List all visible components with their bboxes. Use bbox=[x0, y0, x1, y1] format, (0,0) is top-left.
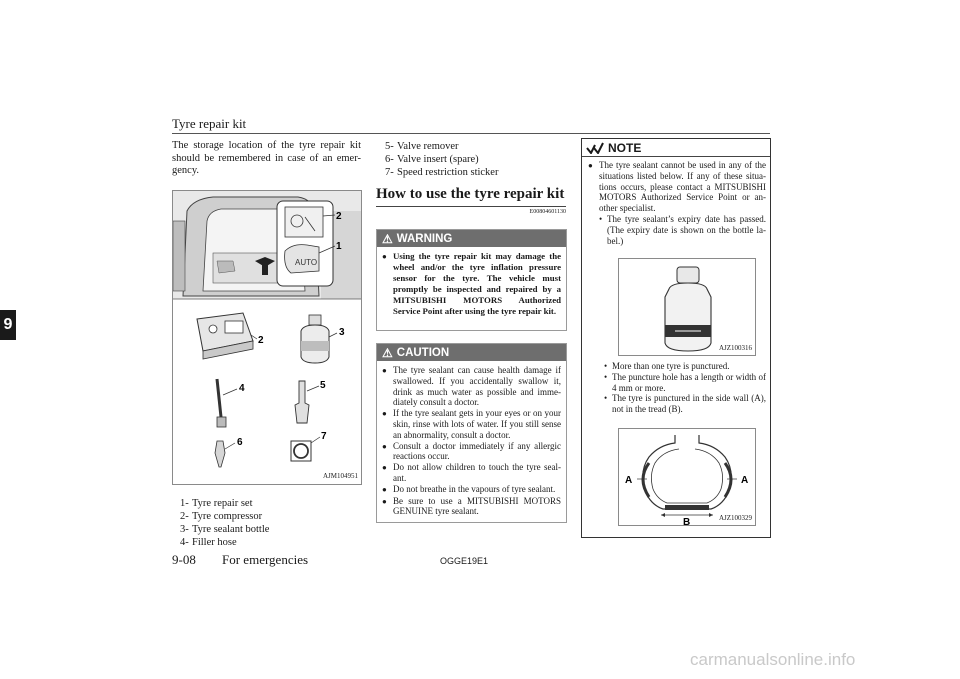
footer-doc-code: OGGE19E1 bbox=[440, 556, 489, 566]
tyre-figure bbox=[618, 428, 756, 526]
callout-1: 1 bbox=[336, 241, 342, 252]
list-item: 3- Tyre sealant bottle bbox=[180, 524, 270, 535]
note-check-icon bbox=[586, 142, 604, 154]
note-subitems bbox=[604, 361, 766, 415]
list-item: 5- Valve remover bbox=[385, 141, 459, 152]
figure-code: AJZ100316 bbox=[718, 344, 752, 352]
note-label: NOTE bbox=[608, 140, 642, 155]
bullet-icon: ● bbox=[382, 496, 387, 506]
watermark: carmanualsonline.info bbox=[690, 650, 856, 669]
page-number: 9-08 bbox=[172, 552, 196, 567]
list-item: 6- Valve insert (spare) bbox=[385, 154, 479, 165]
note-header bbox=[582, 139, 770, 157]
bullet-icon: • bbox=[599, 213, 603, 224]
header-rule bbox=[172, 133, 770, 134]
callout-2b: 2 bbox=[258, 335, 264, 346]
bullet-icon: ● bbox=[382, 366, 387, 375]
bullet-icon: ● bbox=[382, 409, 387, 419]
parts-list-1 bbox=[180, 497, 360, 549]
bullet-icon: ● bbox=[382, 463, 387, 473]
callout-7: 7 bbox=[321, 431, 327, 442]
bullet-icon: • bbox=[604, 371, 608, 382]
svg-text:AUTO: AUTO bbox=[295, 258, 318, 267]
note-item: ● The tyre sealant cannot be used in any of the situations listed below. If any of these situa-tions occurs, please contact a MITSUBISHI MOTORS Authorized Service Point or an-other specialist. bbox=[588, 160, 766, 214]
caution-item: ● Do not breathe in the vapours of tyre sealant. bbox=[382, 483, 556, 494]
bullet-icon: ● bbox=[382, 252, 387, 261]
list-item: 1- Tyre repair set bbox=[180, 498, 253, 509]
chapter-tab[interactable]: 9 bbox=[0, 310, 16, 340]
tyre-cross-section-illustration bbox=[619, 429, 755, 525]
figure-code: AJZ100329 bbox=[718, 514, 752, 522]
caution-item: ● Consult a doctor immediately if any allergic reactions occur. bbox=[382, 440, 561, 462]
bullet-icon: • bbox=[604, 393, 608, 404]
callout-6: 6 bbox=[237, 437, 243, 448]
bullet-icon: ● bbox=[382, 484, 387, 494]
label-a-right: A bbox=[741, 475, 749, 486]
figure-code: AJM104951 bbox=[322, 472, 358, 480]
caution-item: ● The tyre sealant can cause health damage if swallowed. If you accidentally swallow it, drink as much water as possible and imme-diately consult a doctor. bbox=[382, 365, 561, 408]
caution-header bbox=[377, 344, 566, 361]
note-subitem: • The tyre sealant’s expiry date has passed. (The expiry date is shown on the bottle la-bel.) bbox=[599, 213, 766, 246]
list-item: 4- Filler hose bbox=[180, 537, 237, 548]
kit-figure bbox=[172, 190, 362, 485]
sealant-bottle-illustration bbox=[619, 259, 755, 355]
parts-list-2 bbox=[385, 140, 565, 179]
bullet-icon: • bbox=[604, 361, 608, 371]
warning-triangle-icon: ⚠ bbox=[382, 231, 393, 246]
bottle-figure bbox=[618, 258, 756, 356]
caution-label: CAUTION bbox=[396, 346, 450, 359]
bullet-icon: ● bbox=[588, 161, 593, 170]
kit-illustration bbox=[173, 191, 361, 484]
list-item: 2- Tyre compressor bbox=[180, 511, 263, 522]
note-subitem: • The tyre is punctured in the side wall (A), not in the tread (B). bbox=[604, 393, 766, 415]
caution-box bbox=[376, 343, 567, 523]
warning-box bbox=[376, 229, 567, 331]
list-item: 7- Speed restriction sticker bbox=[385, 167, 499, 178]
warning-item: ● Using the tyre repair kit may damage the wheel and/or the tyre inflation pressure sensor for the tyre. The vehicle must promptly be inspected and repaired by a MITSUBISHI MOTORS Authorized Service Point after using the tyre repair kit. bbox=[382, 251, 561, 316]
note-subitem: • More than one tyre is punctured. bbox=[604, 361, 730, 371]
callout-2a: 2 bbox=[336, 211, 342, 222]
footer-section: For emergencies bbox=[222, 552, 309, 567]
header-title: Tyre repair kit bbox=[172, 116, 247, 131]
caution-item: ● If the tyre sealant gets in your eyes or on your skin, rinse with lots of water. If you still sense an abnormality, consult a doctor. bbox=[382, 408, 561, 440]
caution-item: ● Do not allow children to touch the tyre seal-ant. bbox=[382, 462, 561, 483]
note-subitem: • The puncture hole has a length or width of 4 mm or more. bbox=[604, 371, 766, 393]
section-rule bbox=[376, 206, 566, 207]
callout-5: 5 bbox=[320, 380, 326, 391]
label-a-left: A bbox=[625, 475, 633, 486]
section-code: E00804601130 bbox=[529, 209, 566, 215]
callout-4: 4 bbox=[239, 383, 245, 394]
warning-label: WARNING bbox=[396, 232, 453, 245]
label-b: B bbox=[683, 517, 691, 525]
warning-header bbox=[377, 230, 566, 247]
caution-item: ● Be sure to use a MITSUBISHI MOTORS GENUINE tyre sealant. bbox=[382, 495, 561, 517]
caution-triangle-icon: ⚠ bbox=[382, 345, 393, 360]
intro-paragraph: The storage location of the tyre repair kit should be remembered in case of an emer-gency. bbox=[172, 140, 361, 177]
callout-3: 3 bbox=[339, 327, 345, 338]
bullet-icon: ● bbox=[382, 441, 387, 451]
section-title: How to use the tyre repair kit bbox=[376, 186, 565, 202]
